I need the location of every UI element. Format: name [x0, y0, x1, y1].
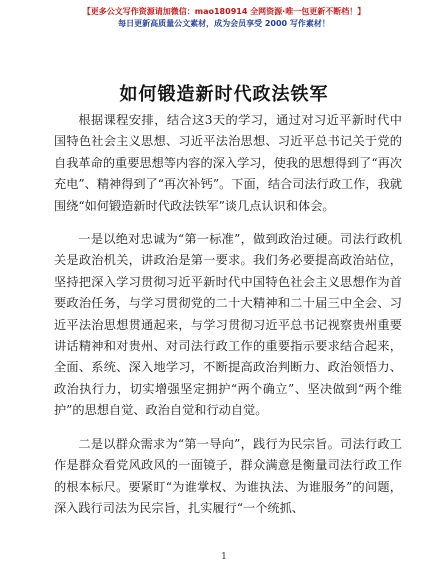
promo-banner: [0, 6, 448, 30]
document-body: [54, 110, 402, 531]
promo-banner-line-1: 【更多公文写作资源请加微信：mao180914 全网资源·唯一包更新不断档！】: [82, 7, 366, 16]
promo-banner-line-2: 每日更新高质量公文素材，成为会员享受 2000 写作素材！: [118, 19, 330, 28]
paragraph-people-first: 二是以群众需求为“第一导向”，践行为民宗旨。司法行政工作是群众看党风政风的一面镜子，群众满意是衡量司法行政工作的根本标尺。要紧盯“为谁掌权、为谁执法、为谁服务”的问题，深入践行司法为民宗旨，扎实履行“一个统抓、: [54, 436, 402, 515]
page-number: 1: [221, 552, 227, 562]
paragraph-intro: 根据课程安排，结合这3天的学习，通过对习近平新时代中国特色社会主义思想、习近平法治思想、习近平总书记关于党的自我革命的重要思想等内容的深入学习，使我的思想得到了“再次充电”、精神得到了“再次补钙”。下面，结合司法行政工作，我就围绕“如何锻造新时代政法铁军”谈几点认识和体会。: [54, 113, 402, 213]
document-title: 如何锻造新时代政法铁军: [119, 84, 329, 105]
paragraph-loyalty: 一是以绝对忠诚为“第一标准”，做到政治过硬。司法行政机关是政治机关，讲政治是第一要求。我们务必要提高政治站位，坚持把深入学习贯彻习近平新时代中国特色社会主义思想作为首要政治任务，与学习贯彻党的二十大精神和二十届三中全会、习近平法治思想贯通起来，与学习贯彻习近平总书记视察贵州重要讲话精神和对贵州、对司法行政工作的重要指示要求结合起来，全面、系统、深入地学习，不断提高政治判断力、政治领悟力、政治执行力，切实增强坚定拥护“两个确立”、坚决做到“两个维护”的思想自觉、政治自觉和行动自觉。: [54, 232, 402, 418]
